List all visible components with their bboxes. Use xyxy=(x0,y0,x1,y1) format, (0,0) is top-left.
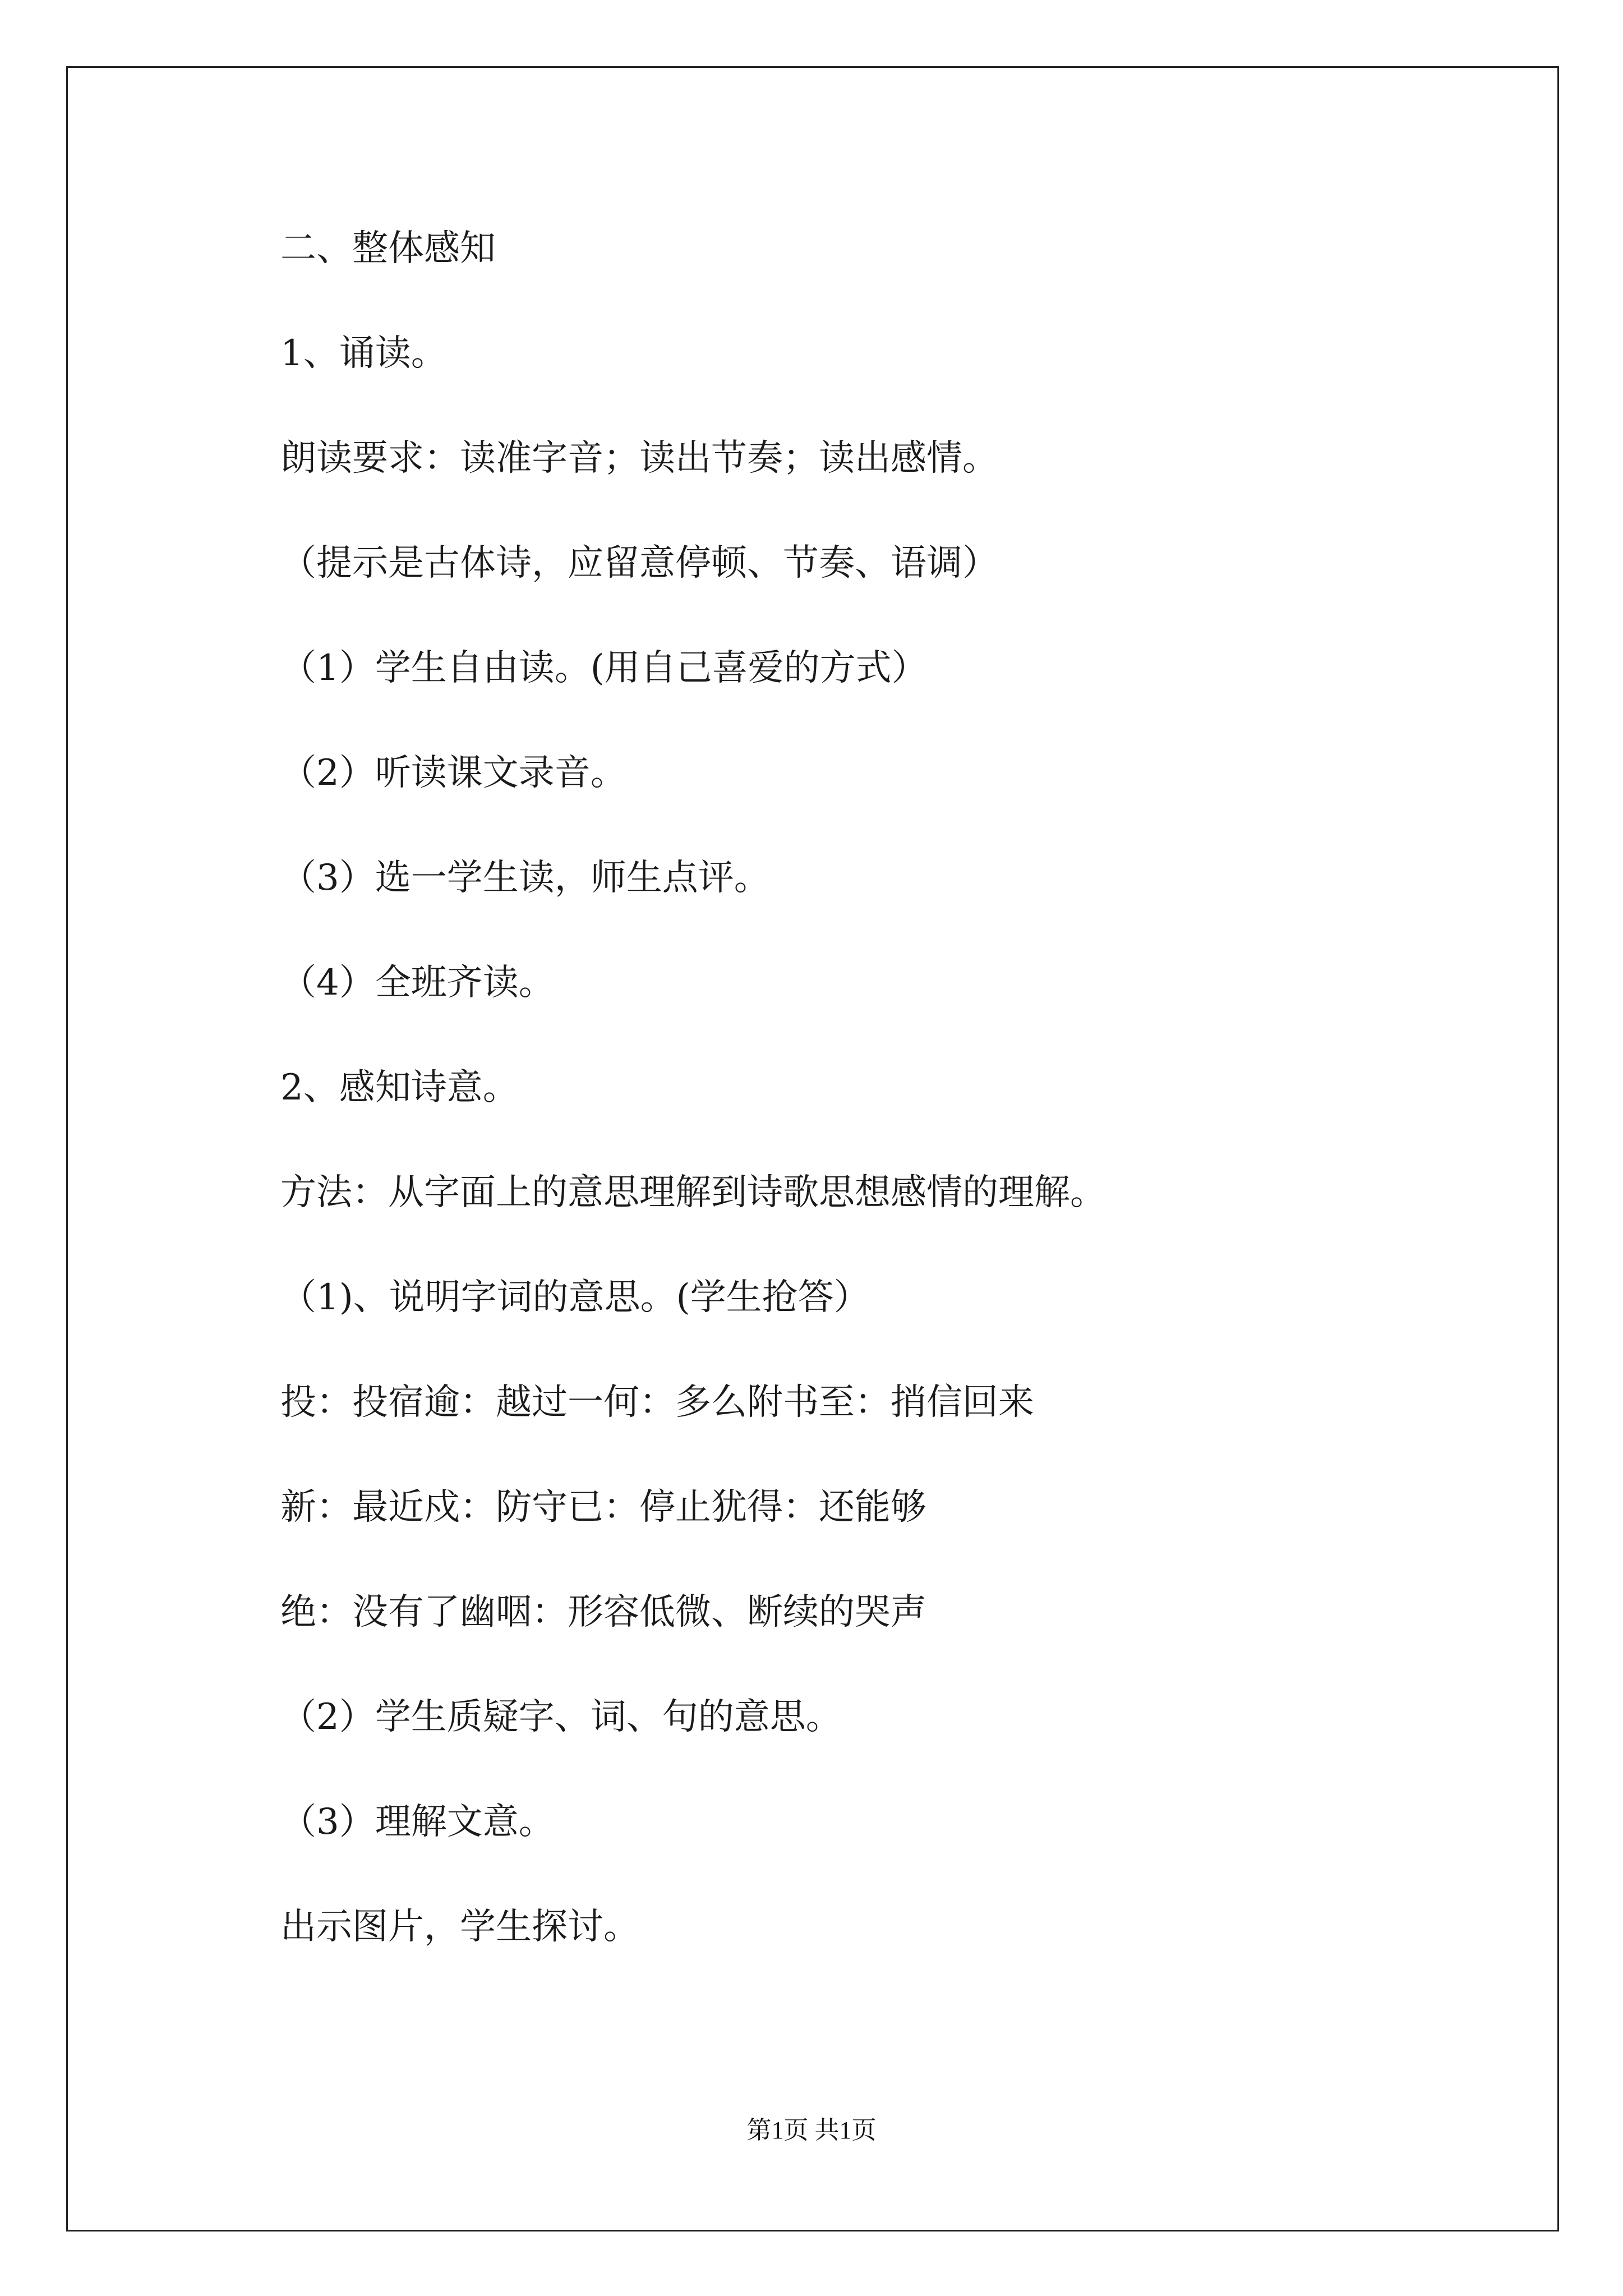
subheading-recite: 1、诵读。 xyxy=(280,333,447,374)
list-item-3: （3）选一学生读，师生点评。 xyxy=(280,857,770,899)
section-heading: 二、整体感知 xyxy=(280,228,496,269)
document-body xyxy=(280,223,1514,2007)
list-item-word-meaning: （1)、说明字词的意思。(学生抢答） xyxy=(280,1277,870,1318)
paragraph-reading-requirements: 朗读要求：读准字音；读出节奏；读出感情。 xyxy=(280,438,998,479)
glossary-line-2: 新：最近戍：防守已：停止犹得：还能够 xyxy=(280,1487,926,1528)
subheading-poem-meaning: 2、感知诗意。 xyxy=(280,1067,519,1108)
list-item-2: （2）听读课文录音。 xyxy=(280,752,626,794)
list-item-1: （1）学生自由读。(用自己喜爱的方式） xyxy=(280,647,928,689)
page-footer: 第1页 共1页 xyxy=(746,2116,877,2144)
list-item-understand-text: （3）理解文意。 xyxy=(280,1801,555,1843)
list-item-student-questions: （2）学生质疑字、词、句的意思。 xyxy=(280,1696,842,1738)
glossary-line-3: 绝：没有了幽咽：形容低微、断续的哭声 xyxy=(280,1591,926,1633)
paragraph-show-picture: 出示图片，学生探讨。 xyxy=(280,1906,639,1948)
glossary-line-1: 投：投宿逾：越过一何：多么附书至：捎信回来 xyxy=(280,1382,1034,1423)
paragraph-hint: （提示是古体诗，应留意停顿、节奏、语调） xyxy=(280,542,998,584)
paragraph-method: 方法：从字面上的意思理解到诗歌思想感情的理解。 xyxy=(280,1172,1106,1213)
list-item-4: （4）全班齐读。 xyxy=(280,962,555,1004)
